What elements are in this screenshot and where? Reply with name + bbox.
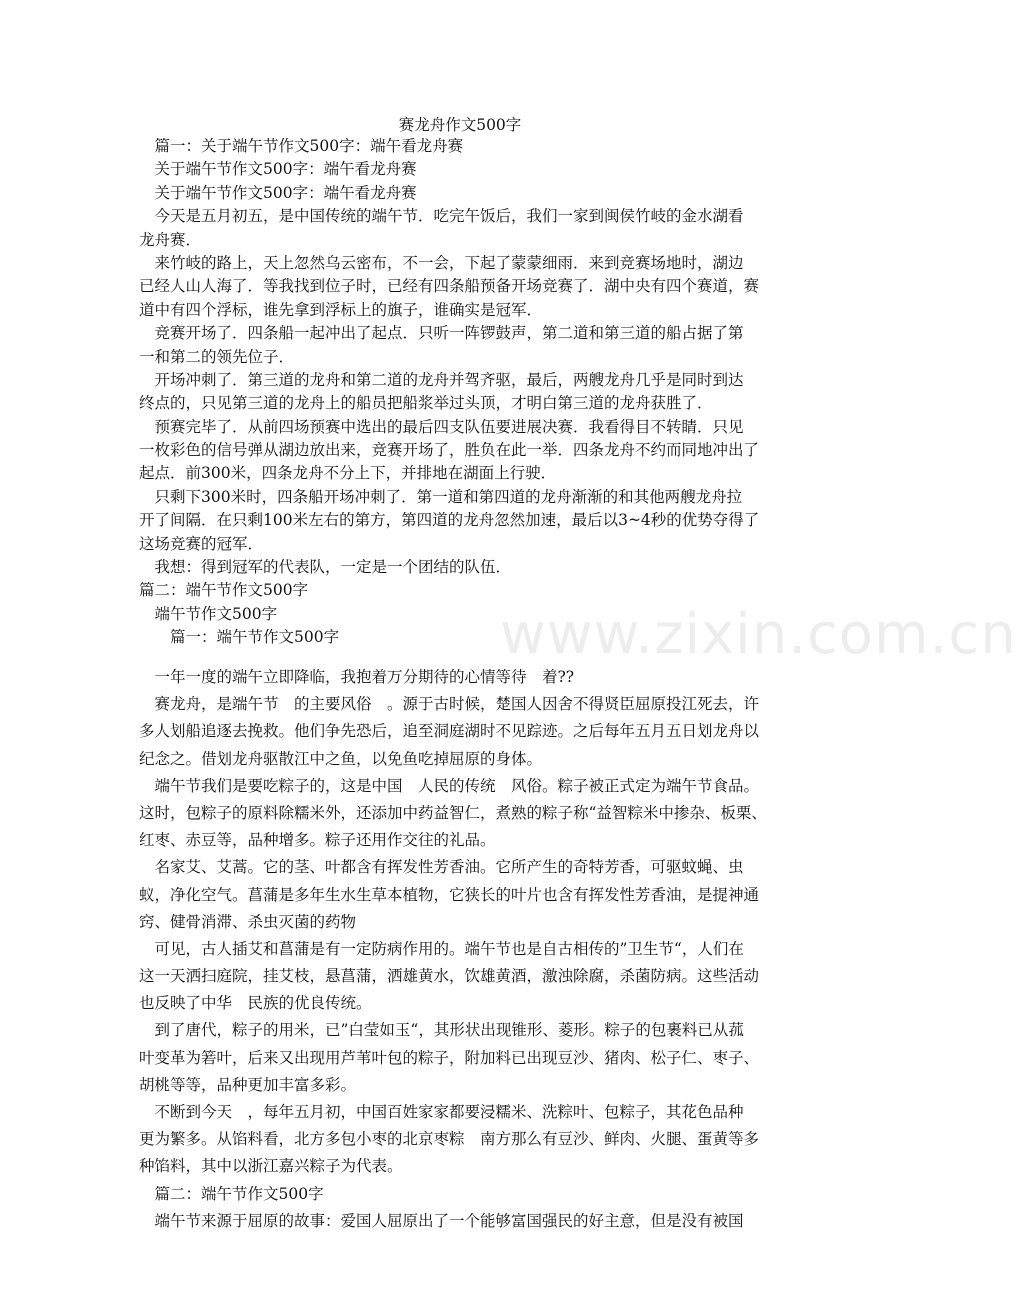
text-line: 预赛完毕了．从前四场预赛中选出的最后四支队伍要进展决赛．我看得目不转睛．只见 <box>139 417 744 436</box>
text-line: 窍、健骨消滞、杀虫灭菌的药物 <box>139 912 357 931</box>
text-line: 名家艾、艾蒿。它的茎、叶都含有挥发性芳香油。它所产生的奇特芳香，可驱蚊蝇、虫 <box>139 858 744 877</box>
text-line: 端午节作文500字 <box>139 604 278 623</box>
text-line: 开了间隔．在只剩100米左右的第方，第四道的龙舟忽然加速，最后以3~4秒的优势夺得了 <box>139 511 760 530</box>
text-line: 这场竞赛的冠军． <box>139 534 264 553</box>
text-line: 一枚彩色的信号弹从湖边放出来，竞赛开场了，胜负在此一举．四条龙舟不约而同地冲出了 <box>139 441 760 460</box>
text-line: 种馅料，其中以浙江嘉兴粽子为代表。 <box>139 1157 403 1176</box>
essay-part-1 <box>139 135 791 650</box>
text-line: 胡桃等等，品种更加丰富多彩。 <box>139 1075 357 1094</box>
text-line: 纪念之。借划龙舟驱散江中之鱼，以免鱼吃掉屈原的身体。 <box>139 749 543 768</box>
text-line: 关于端午节作文500字：端午看龙舟赛 <box>139 160 417 179</box>
document-title: 赛龙舟作文500字 <box>398 116 522 134</box>
text-line: 终点的，只见第三道的龙舟上的船员把船浆举过头顶，才明白第三道的龙舟获胜了． <box>139 394 713 413</box>
text-line: 起点．前300米，四条龙舟不分上下，并排地在湖面上行驶． <box>139 464 557 483</box>
text-line: 开场冲刺了．第三道的龙舟和第二道的龙舟并驾齐驱，最后，两艘龙舟几乎是同时到达 <box>139 370 744 389</box>
text-line: 这时，包粽子的原料除糯米外，还添加中药益智仁，煮熟的粽子称“益智粽米中掺杂、板栗、 <box>139 803 767 822</box>
text-line: 来竹岐的路上，天上忽然乌云密布，不一会，下起了蒙蒙细雨．来到竞赛场地时，湖边 <box>139 253 744 272</box>
text-line: 今天是五月初五，是中国传统的端午节．吃完午饭后，我们一家到闽侯竹岐的金水湖看 <box>139 207 744 226</box>
text-line: 这一天洒扫庭院，挂艾枝，悬菖蒲，洒雄黄水，饮雄黄酒，激浊除腐，杀菌防病。这些活动 <box>139 967 760 986</box>
text-line: 我想：得到冠军的代表队，一定是一个团结的队伍． <box>139 558 512 577</box>
text-line: 竞赛开场了．四条船一起冲出了起点．只听一阵锣鼓声，第二道和第三道的船占据了第 <box>139 324 744 343</box>
text-line: 更为繁多。从馅料看，北方多包小枣的北京枣粽 南方那么有豆沙、鲜肉、火腿、蛋黄等多 <box>139 1130 760 1149</box>
text-line: 篇二：端午节作文500字 <box>139 1184 324 1203</box>
text-line: 多人划船追逐去挽救。他们争先恐后，追至洞庭湖时不见踪迹。之后每年五月五日划龙舟以 <box>139 722 760 741</box>
text-line: 一年一度的端午立即降临，我抱着万分期待的心情等待 着?? <box>139 668 575 686</box>
text-line: 端午节来源于屈原的故事：爱国人屈原出了一个能够富国强民的好主意，但是没有被国 <box>139 1211 744 1230</box>
essay-part-2 <box>139 664 791 1235</box>
text-line: 一和第二的领先位子． <box>139 347 295 366</box>
text-line: 篇一：关于端午节作文500字：端午看龙舟赛 <box>139 137 464 155</box>
text-line: 端午节我们是要吃粽子的，这是中国 人民的传统 风俗。粽子被正式定为端午节食品。 <box>139 776 760 795</box>
text-line: 篇二：端午节作文500字 <box>139 581 309 600</box>
watermark: www.zixin.com.cn <box>500 602 1017 667</box>
text-line: 红枣、赤豆等，品种增多。粽子还用作交往的礼品。 <box>139 831 496 850</box>
text-line: 不断到今天 ，每年五月初，中国百姓家家都要浸糯米、洗粽叶、包粽子，其花色品种 <box>139 1103 744 1121</box>
text-line: 到了唐代，粽子的用米，已”白莹如玉“，其形状出现锥形、菱形。粽子的包裹料已从菰 <box>139 1021 744 1040</box>
text-line: 可见，古人插艾和菖蒲是有一定防病作用的。端午节也是自古相传的”卫生节“，人们在 <box>139 939 744 958</box>
text-line: 道中有四个浮标，谁先拿到浮标上的旗子，谁确实是冠军． <box>139 300 543 319</box>
text-line: 蚁，净化空气。菖蒲是多年生水生草本植物，它狭长的叶片也含有挥发性芳香油，是提神通 <box>139 885 760 904</box>
text-line: 只剩下300米时，四条船开场冲刺了．第一道和第四道的龙舟渐渐的和其他两艘龙舟拉 <box>139 487 743 506</box>
text-line: 龙舟赛． <box>139 230 202 249</box>
text-line: 篇一：端午节作文500字 <box>139 628 340 647</box>
text-line: 也反映了中华 民族的优良传统。 <box>139 994 372 1013</box>
text-line: 关于端午节作文500字：端午看龙舟赛 <box>139 183 417 202</box>
text-line: 叶变革为箬叶，后来又出现用芦苇叶包的粽子，附加料已出现豆沙、猪肉、松子仁、枣子、 <box>139 1048 760 1067</box>
text-line: 赛龙舟，是端午节 的主要风俗 。源于古时候，楚国人因舍不得贤臣屈原投江死去，许 <box>139 695 760 714</box>
text-line: 已经人山人海了．等我找到位子时，已经有四条船预备开场竞赛了．湖中央有四个赛道，赛 <box>139 277 760 296</box>
